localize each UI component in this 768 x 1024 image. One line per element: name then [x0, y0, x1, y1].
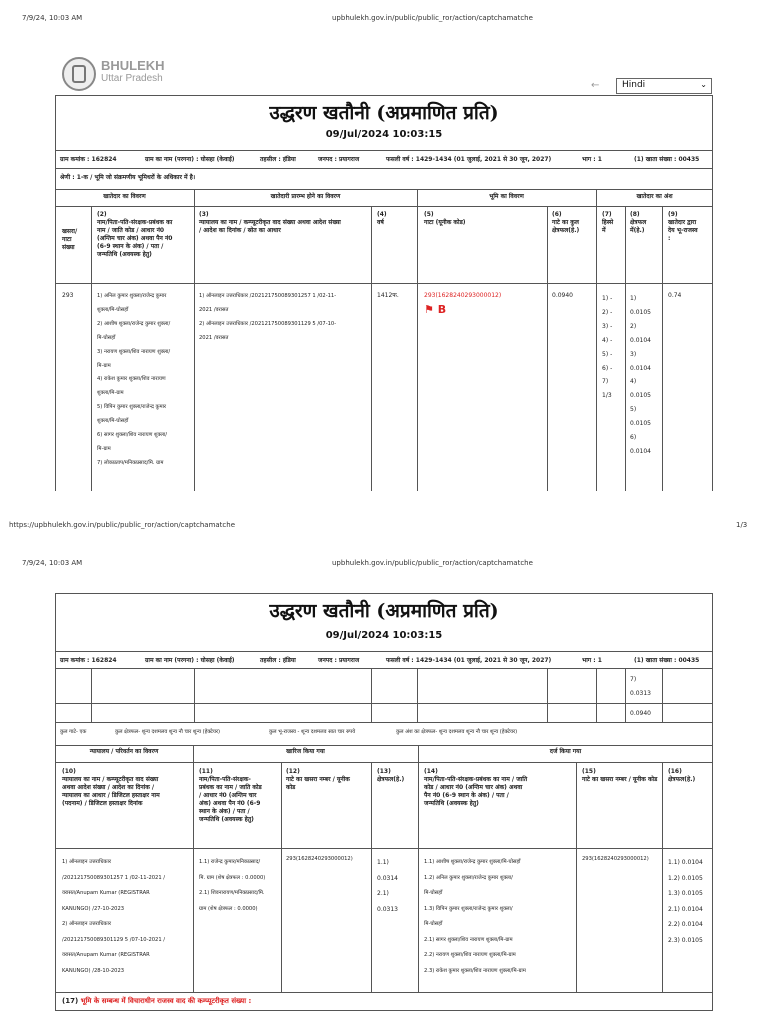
header-gata-number: खसरा/ गाटा संख्या: [62, 228, 78, 251]
print-url-2: upbhulekh.gov.in/public/public_ror/action/captchamatche: [332, 559, 533, 567]
header-total-area: (6) गाटे का कुल क्षेत्रफल(हे.): [552, 211, 580, 234]
page-number: 1/3: [736, 521, 748, 529]
print-datetime-2: 7/9/24, 10:03 AM: [22, 559, 83, 567]
header-removed-gata: (12) गाटे का खसरा नम्बर / यूनीक कोड: [286, 768, 350, 791]
pending-case-note: [62, 997, 251, 1006]
entered-area-list: 1.1) 0.0104 1.2) 0.0105 1.3) 0.0105 2.1) 0.0104 2.2) 0.0104 2.3) 0.0105: [668, 859, 703, 944]
pending-case-label: भूमि के सम्बन्ध में विचाराधीन राजस्व वाद की कम्प्यूटरीकृत संख्या :: [80, 997, 252, 1005]
village-name-2: ग्राम का नाम (परगना) : घोसहा (केवाई): [145, 657, 235, 664]
removed-area-list: 1.1) 0.0314 2.1) 0.0313: [377, 859, 398, 913]
gata-code-link[interactable]: 293(1628240293000012): [424, 292, 502, 299]
village-code-2: ग्राम कमांक : 162824: [60, 657, 117, 664]
document-timestamp: 09/Jul/2024 10:03:15: [325, 129, 443, 140]
khata-number-2: (1) खाता संख्या : 00435: [634, 657, 700, 664]
group-header-removed: खारिज किया गया: [286, 748, 325, 755]
header-entered-area: (16) क्षेत्रफल(हे.): [668, 768, 696, 783]
group-header-land: भूमि का विवरण: [489, 193, 524, 200]
header-court-details: (10) न्यायालय का नाम / कम्प्यूटरीकृत वाद संख्या अथवा आदेश संख्या / आदेश का दिनांक / न्यायालय का आधार / डिजिटल हस्ताक्षर नाम (पदनाम) / डिजिटल हस्ताक्षर दिनांक: [62, 768, 160, 807]
owner-list: 1) अनिल कुमार शुक्ला/राजेन्द्र कुमार शुक्ला/मि-घोसहाँ 2) आशीष शुक्ला/राजेन्द्र कुमार शुक्ला/ मि-घोसहाँ 3) नरायण शुक्ला/शिव नारायण शुक्ला/ मि-ग्राम 4) राकेश कुमार शुक्ला/शिव नारायण शुक्ला/मि-ग्राम 5) विपिन कुमार शुक्ला/राजेन्द्र कुमार शुक्ला/मि-घोसहाँ 6) सागर शुक्ला/शिव नारायण शुक्ला/ मि-ग्राम 7) लोकप्रताप/मनिकप्रसाद/मि. ग्राम: [97, 293, 171, 466]
header-owner-name: (2) नाम/पिता-पति-संरक्षक-प्रबंधक का नाम / जाति कोड / आधार नं0 (अन्तिम चार अंक) अथवा पैन नं0 (6-9 स्थान के अंक) / पता / जन्मतिथि (अवयस्क हेतु): [97, 211, 173, 258]
district: जनपद : प्रयागराज: [318, 156, 360, 163]
continued-total-area: 0.0940: [630, 710, 651, 717]
total-revenue: कुल भू-राजस्व - शून्य दशमलव सात चार रुपये: [269, 729, 356, 735]
district-2: जनपद : प्रयागराज: [318, 657, 360, 664]
fasli-year-2: फसली वर्ष : 1429-1434 (01 जुलाई, 2021 से 30 जून, 2027): [386, 657, 552, 664]
tehsil-2: तहसील : हंडिया: [260, 657, 296, 664]
group-header-court-change: न्यायालय / परिवर्तन का विवरण: [89, 748, 159, 755]
language-select-value: Hindi: [622, 80, 646, 90]
document-timestamp-2: 09/Jul/2024 10:03:15: [325, 630, 443, 641]
bhulekh-logo-subtext: Uttar Pradesh: [101, 73, 163, 84]
print-datetime: 7/9/24, 10:03 AM: [22, 14, 83, 22]
court-details-list: 1) ऑनलाइन उत्तराधिकार /202121750089301257 1 /02-11-2021 / वरासत/Anupam Kumar (REGISTRAR KANUNGO) /27-10-2023 2) ऑनलाइन उत्तराधिकार /202121750089301129 5 /07-10-2021 / वरासत/Anupam Kumar (REGISTRAR KANUNGO) /28-10-2023: [62, 859, 166, 974]
year-value: 1412फ.: [377, 292, 399, 299]
header-year: (4) वर्ष: [377, 211, 387, 226]
document-title: उद्धरण खतौनी (अप्रमाणित प्रति): [269, 102, 499, 124]
back-arrow-icon[interactable]: ←: [591, 80, 600, 91]
village-code: ग्राम कमांक : 162824: [60, 156, 117, 163]
share-area-list: 1) 0.0105 2) 0.0104 3) 0.0104 4) 0.0105 5) 0.0105 6) 0.0104: [630, 295, 651, 455]
header-entered-owner: (14) नाम/पिता-पति-संरक्षक-प्रबंधक का नाम / जाति कोड / आधार नं0 (अन्तिम चार अंक) अथवा पैन नं0 (6-9 स्थान के अंक) / पता / जन्मतिथि (अवयस्क हेतु): [424, 768, 528, 807]
up-emblem-logo: [62, 57, 96, 91]
header-entered-gata: (15) गाटे का खसरा नम्बर / यूनीक कोड: [582, 768, 658, 783]
court-order-list: 1) ऑनलाइन उत्तराधिकार /202121750089301257 1 /02-11- 2021 /वरासत 2) ऑनलाइन उत्तराधिकार /202121750089301129 5 /07-10- 2021 /वरासत: [199, 293, 337, 341]
header-revenue: (9) खातेदार द्वारा देय भू-राजस्व :: [668, 211, 698, 242]
entered-gata-code: 293(1628240293000012): [582, 856, 649, 862]
print-url: upbhulekh.gov.in/public/public_ror/action/captchamatche: [332, 14, 533, 22]
group-header-owner: खातेदार का विवरण: [103, 193, 146, 200]
flag-letter: B: [437, 303, 447, 316]
header-court-order: (3) न्यायालय का नाम / कम्प्यूटरीकृत वाद संख्या अथवा आदेश संख्या / आदेश का दिनांक / स्रोत का आधार: [199, 211, 341, 234]
fasli-year: फसली वर्ष : 1429-1434 (01 जुलाई, 2021 से 30 जून, 2027): [386, 156, 552, 163]
part-number: भाग : 1: [582, 156, 602, 163]
chevron-down-icon: ⌄: [700, 80, 707, 89]
header-removed-owner: (11) नाम/पिता-पति-संरक्षक- प्रबंधक का नाम / जाति कोड / आधार नं0 (अन्तिम चार अंक) अथवा पैन नं0 (6-9 स्थान के अंक) / पता / जन्मतिथि (अवयस्क हेतु): [199, 768, 262, 823]
tehsil: तहसील : हंडिया: [260, 156, 296, 163]
document-title-2: उद्धरण खतौनी (अप्रमाणित प्रति): [269, 600, 499, 622]
removed-owner-list: 1.1) राजेन्द्र कुमार/मनिकप्रसाद/ मि. ग्राम (शेष क्षेत्रफल : 0.0000) 2.1) शिवनारायण/मनिकप्रसाद/मि. ग्राम (शेष क्षेत्रफल : 0.0000): [199, 859, 266, 912]
village-name: ग्राम का नाम (परगना) : घोसहा (केवाई): [145, 156, 235, 163]
group-header-ownership-start: खातेदारी प्रारम्भ होने का विवरण: [270, 193, 341, 200]
share-list: 1) - 2) - 3) - 4) - 5) - 6) - 7) 1/3: [602, 295, 613, 400]
entered-owner-list: 1.1) आशीष शुक्ला/राजेन्द्र कुमार शुक्ला/मि-घोसहाँ 1.2) अनिल कुमार शुक्ला/राजेन्द्र कुमार शुक्ला/ मि-घोसहाँ 1.3) विपिन कुमार शुक्ला/राजेन्द्र कुमार शुक्ला/ मि-घोसहाँ 2.1) सागर शुक्ला/शिव नारायण शुक्ला/मि-ग्राम 2.2) नरायण शुक्ला/शिव नारायण शुक्ला/मि-ग्राम 2.3) राकेश कुमार शुक्ला/शिव नारायण शुक्ला/मि-ग्राम: [424, 859, 526, 974]
total-area-value: 0.0940: [552, 292, 573, 299]
removed-gata-code: 293(1628240293000012): [286, 856, 353, 862]
header-share-area: (8) क्षेत्रफल में(हे.): [630, 211, 647, 234]
khata-number: (1) खाता संख्या : 00435: [634, 156, 700, 163]
land-category: श्रेणी : 1-क / भूमि जो संक्रमणीय भूमिधरों के अधिकार में है।: [60, 174, 196, 181]
group-header-share: खातेदार का अंश: [636, 193, 673, 200]
print-url-footer: https://upbhulekh.gov.in/public/public_ror/action/captchamatche: [9, 521, 236, 529]
part-number-2: भाग : 1: [582, 657, 602, 664]
pending-case-number: (17): [62, 997, 79, 1005]
header-share: (7) हिस्से में: [602, 211, 614, 234]
gata-number: 293: [62, 292, 74, 299]
flag-icon[interactable]: ⚑ B: [424, 303, 447, 316]
header-gata-code: (5) गाटा (यूनीक कोड): [424, 211, 466, 226]
revenue-value: 0.74: [668, 292, 682, 299]
continued-share-area: 7) 0.0313: [630, 676, 651, 697]
bhulekh-logo-text: BHULEKH: [101, 58, 165, 73]
total-area: कुल क्षेत्रफल- शून्य दशमलव शून्य नौ चार शून्य (हेक्टेयर): [115, 729, 221, 735]
group-header-entered: दर्ज किया गया: [549, 748, 582, 755]
total-gata: कुल गाटे- एक: [60, 729, 87, 735]
header-removed-area: (13) क्षेत्रफल(हे.): [377, 768, 405, 783]
language-select[interactable]: [616, 78, 712, 94]
total-share-area: कुल अंश का क्षेत्रफल- शून्य दशमलव शून्य नौ चार शून्य (हेक्टेयर): [396, 729, 518, 735]
